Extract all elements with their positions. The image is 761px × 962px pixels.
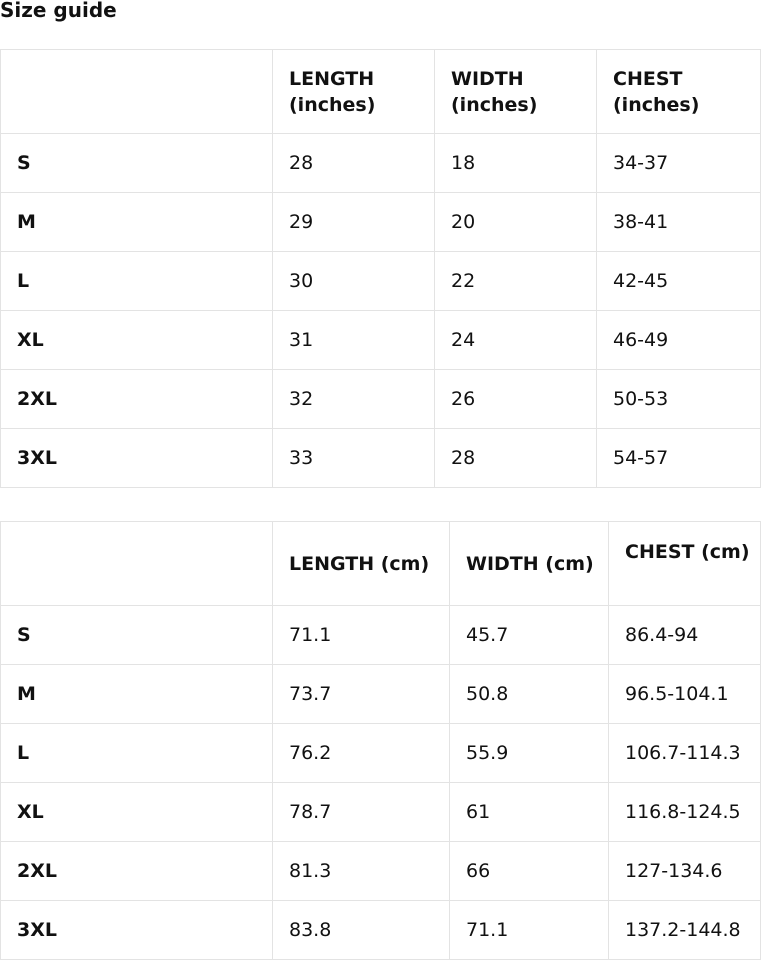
size-cell: 2XL <box>1 370 273 429</box>
chest-cell: 106.7-114.3 <box>609 724 761 783</box>
chest-cell: 34-37 <box>597 134 761 193</box>
width-cell: 61 <box>450 783 609 842</box>
table-row <box>1 606 761 665</box>
page-title: Size guide <box>0 0 117 22</box>
header-cell-chest: CHEST (cm) <box>609 522 761 606</box>
table-row <box>1 783 761 842</box>
table-row <box>1 193 761 252</box>
size-cell: 3XL <box>1 429 273 488</box>
length-cell: 83.8 <box>273 901 450 960</box>
width-cell: 50.8 <box>450 665 609 724</box>
chest-cell: 46-49 <box>597 311 761 370</box>
table-row <box>1 724 761 783</box>
table-row <box>1 134 761 193</box>
chest-cell: 86.4-94 <box>609 606 761 665</box>
table-row <box>1 252 761 311</box>
size-cell: 2XL <box>1 842 273 901</box>
size-cell: S <box>1 606 273 665</box>
chest-cell: 127-134.6 <box>609 842 761 901</box>
size-cell: 3XL <box>1 901 273 960</box>
size-table-inches <box>0 49 761 488</box>
size-cell: XL <box>1 783 273 842</box>
size-table-cm <box>0 521 761 960</box>
width-cell: 28 <box>435 429 597 488</box>
chest-cell: 137.2-144.8 <box>609 901 761 960</box>
table-row <box>1 311 761 370</box>
length-cell: 31 <box>273 311 435 370</box>
chest-cell: 38-41 <box>597 193 761 252</box>
width-cell: 55.9 <box>450 724 609 783</box>
header-cell-size <box>1 50 273 134</box>
width-cell: 22 <box>435 252 597 311</box>
size-cell: XL <box>1 311 273 370</box>
width-cell: 20 <box>435 193 597 252</box>
table-row <box>1 370 761 429</box>
header-cell-length: LENGTH (cm) <box>273 522 450 606</box>
size-cell: L <box>1 724 273 783</box>
header-cell-width: WIDTH (inches) <box>435 50 597 134</box>
width-cell: 26 <box>435 370 597 429</box>
table-header-row <box>1 50 761 134</box>
length-cell: 71.1 <box>273 606 450 665</box>
size-cell: S <box>1 134 273 193</box>
length-cell: 33 <box>273 429 435 488</box>
length-cell: 76.2 <box>273 724 450 783</box>
size-cell: M <box>1 665 273 724</box>
chest-cell: 116.8-124.5 <box>609 783 761 842</box>
chest-cell: 54-57 <box>597 429 761 488</box>
header-cell-size <box>1 522 273 606</box>
chest-cell: 42-45 <box>597 252 761 311</box>
length-cell: 30 <box>273 252 435 311</box>
table-header-row <box>1 522 761 606</box>
header-cell-length: LENGTH (inches) <box>273 50 435 134</box>
length-cell: 28 <box>273 134 435 193</box>
width-cell: 45.7 <box>450 606 609 665</box>
chest-cell: 96.5-104.1 <box>609 665 761 724</box>
table-row <box>1 665 761 724</box>
width-cell: 24 <box>435 311 597 370</box>
length-cell: 81.3 <box>273 842 450 901</box>
chest-cell: 50-53 <box>597 370 761 429</box>
width-cell: 18 <box>435 134 597 193</box>
size-cell: M <box>1 193 273 252</box>
table-row <box>1 901 761 960</box>
length-cell: 32 <box>273 370 435 429</box>
length-cell: 29 <box>273 193 435 252</box>
header-cell-width: WIDTH (cm) <box>450 522 609 606</box>
width-cell: 66 <box>450 842 609 901</box>
width-cell: 71.1 <box>450 901 609 960</box>
table-row <box>1 429 761 488</box>
size-cell: L <box>1 252 273 311</box>
table-row <box>1 842 761 901</box>
header-cell-chest: CHEST (inches) <box>597 50 761 134</box>
length-cell: 73.7 <box>273 665 450 724</box>
length-cell: 78.7 <box>273 783 450 842</box>
